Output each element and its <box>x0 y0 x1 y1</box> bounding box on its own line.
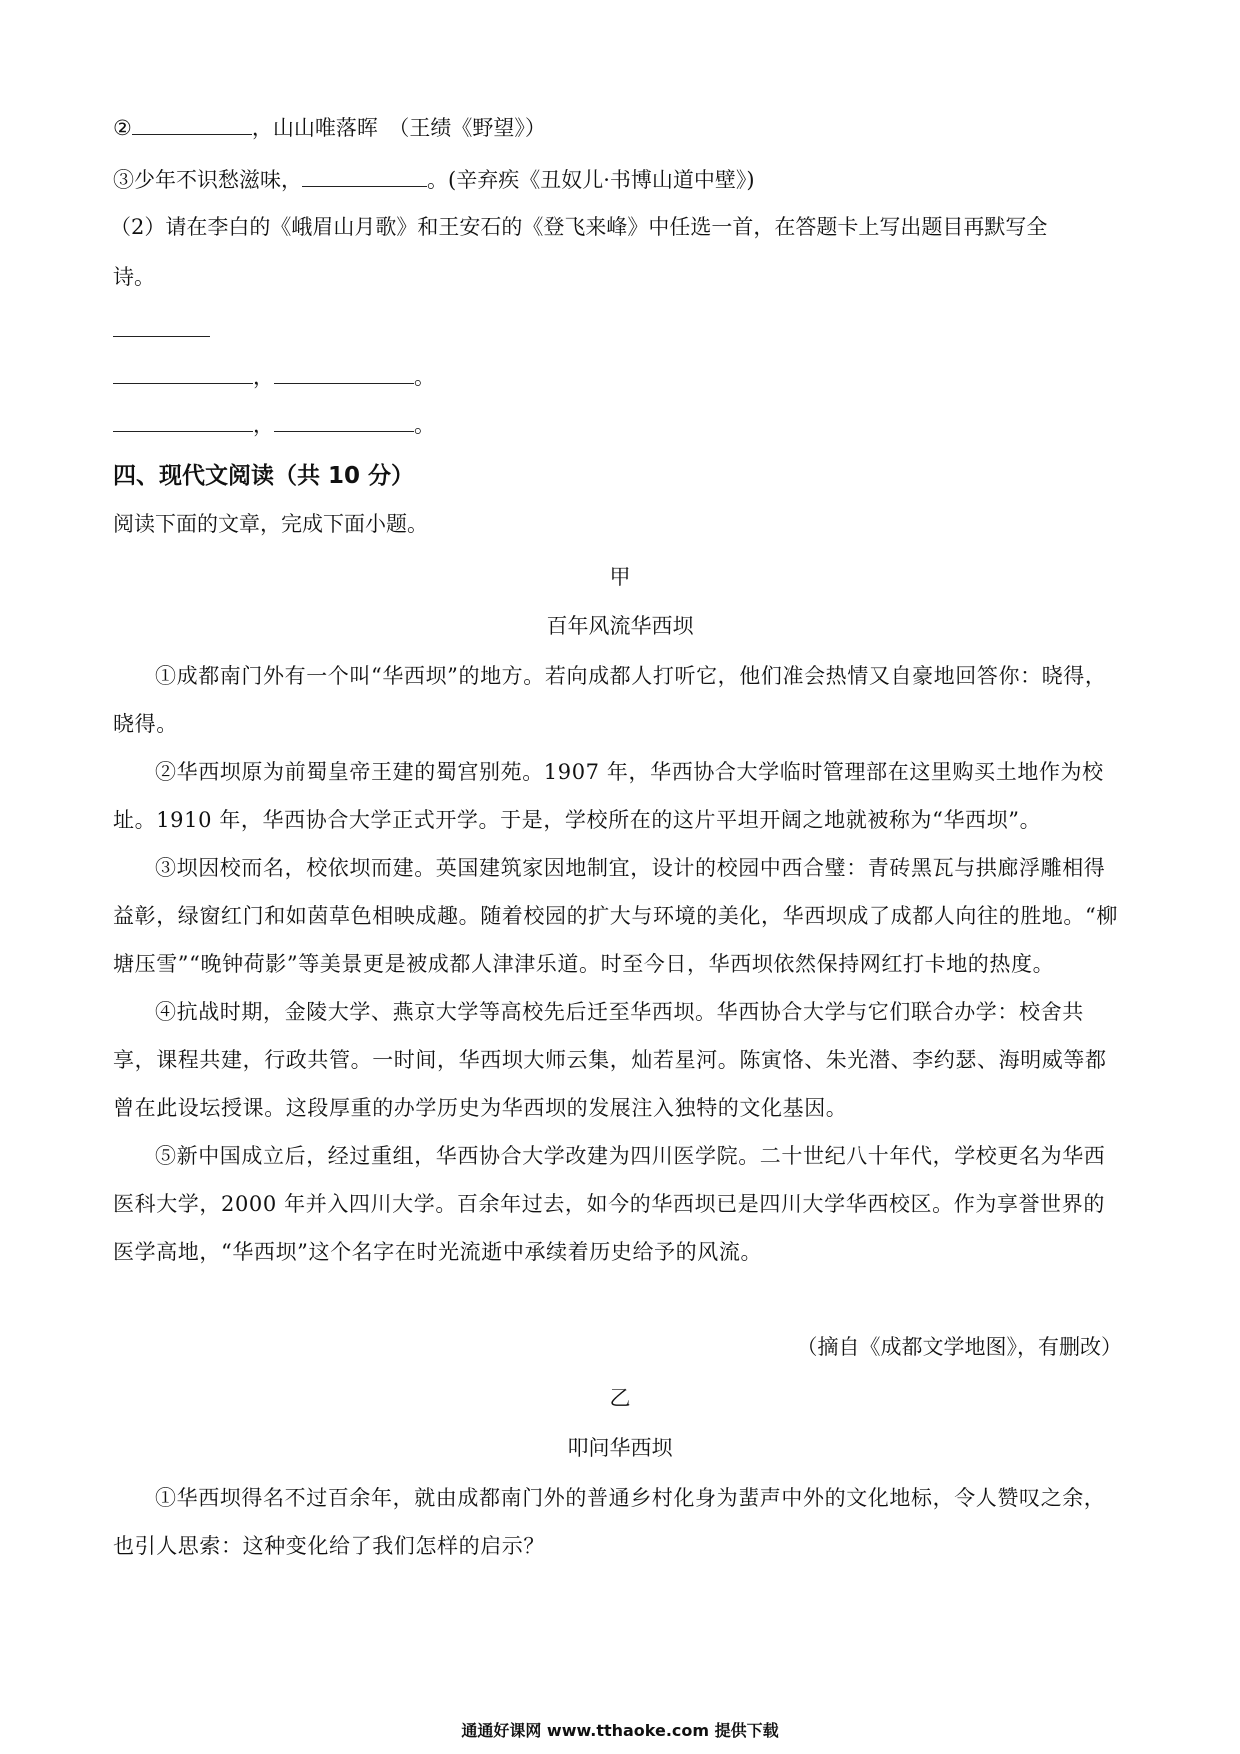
article-b-paragraph-1: ①华西坝得名不过百余年，就由成都南门外的普通乡村化身为蜚声中外的文化地标，令人赞叹之余，也引人思索：这种变化给了我们怎样的启示？ <box>113 1486 1106 1558</box>
poem-answer-line-1: ， 。 <box>113 361 435 392</box>
article-a-title: 百年风流华西坝 <box>546 614 694 638</box>
section-heading: 四、现代文阅读（共 10 分） <box>113 463 415 489</box>
article-a-paragraph-4: ④抗战时期，金陵大学、燕京大学等高校先后迁至华西坝。华西协合大学与它们联合办学：校舍共享，课程共建，行政共管。一时间，华西坝大师云集，灿若星河。陈寅恪、朱光潜、李约瑟、海明威等都曾在此设坛授课。这段厚重的办学历史为华西坝的发展注入独特的文化基因。 <box>113 1000 1107 1120</box>
poem-line-3: ③少年不识愁滋味， 。(辛弃疾《丑奴儿·书博山道中壁》) <box>113 164 755 195</box>
article-b-title: 叩问华西坝 <box>567 1436 673 1460</box>
article-b-body <box>113 1474 1125 1570</box>
poem-line-2: ② ，山山唯落晖 （王绩《野望》） <box>113 112 546 143</box>
article-a-source: （摘自《成都文学地图》，有删改） <box>796 1335 1122 1359</box>
article-a-paragraph-3: ③坝因校而名，校依坝而建。英国建筑家因地制宜，设计的校园中西合璧：青砖黑瓦与拱廊浮雕相得益彰，绿窗红门和如茵草色相映成趣。随着校园的扩大与环境的美化，华西坝成了成都人向往的胜地。“柳塘压雪”“晚钟荷影”等美景更是被成都人津津乐道。时至今日，华西坝依然保持网红打卡地的热度。 <box>113 856 1118 976</box>
answer-blank[interactable] <box>274 409 414 432</box>
poem-title-line <box>113 314 210 345</box>
section-instruction: 阅读下面的文章，完成下面小题。 <box>113 512 428 536</box>
article-a-body <box>113 652 1125 1276</box>
answer-blank[interactable] <box>113 361 253 384</box>
poem-answer-line-2: ， 。 <box>113 409 435 440</box>
article-a-label: 甲 <box>609 565 631 589</box>
answer-blank[interactable] <box>113 314 210 337</box>
answer-blank[interactable] <box>132 112 252 135</box>
answer-blank[interactable] <box>302 164 427 187</box>
answer-blank[interactable] <box>274 361 414 384</box>
task-2-text-cont: 诗。 <box>113 265 155 289</box>
task-2-text: （2）请在李白的《峨眉山月歌》和王安石的《登飞来峰》中任选一首，在答题卡上写出题目再默写全 <box>110 215 1048 239</box>
article-a-paragraph-2: ②华西坝原为前蜀皇帝王建的蜀宫别苑。1907 年，华西协合大学临时管理部在这里购买土地作为校址。1910 年，华西协合大学正式开学。于是，学校所在的这片平坦开阔之地就被称为“华西坝”。 <box>113 760 1104 832</box>
answer-blank[interactable] <box>113 409 253 432</box>
article-b-label: 乙 <box>609 1386 631 1410</box>
article-a-paragraph-1: ①成都南门外有一个叫“华西坝”的地方。若向成都人打听它，他们准会热情又自豪地回答你：晓得，晓得。 <box>113 664 1107 736</box>
article-a-paragraph-5: ⑤新中国成立后，经过重组，华西协合大学改建为四川医学院。二十世纪八十年代，学校更名为华西医科大学，2000 年并入四川大学。百余年过去，如今的华西坝已是四川大学华西校区。作为享誉世界的医学高地，“华西坝”这个名字在时光流逝中承续着历史给予的风流。 <box>113 1144 1106 1264</box>
page-footer: 通通好课网 www.tthaoke.com 提供下载 <box>461 1721 779 1740</box>
